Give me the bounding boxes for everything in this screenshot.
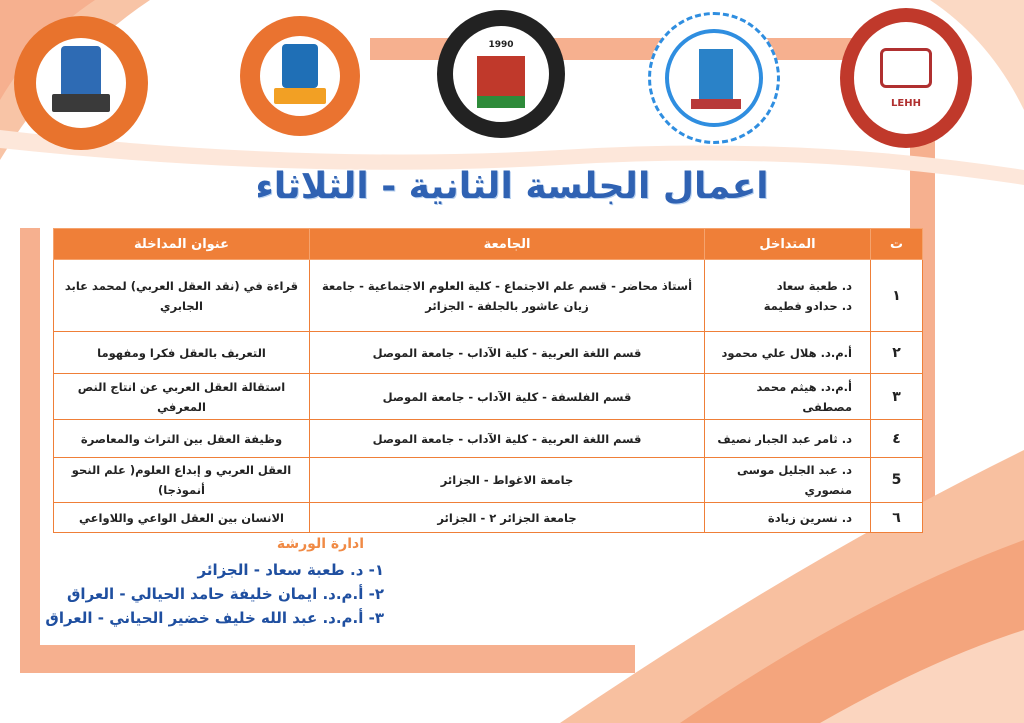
row-number: ٢: [871, 332, 923, 374]
management-member: ٢- أ.م.د. ايمان خليفة حامد الحيالي - العراق: [67, 585, 384, 603]
talk-topic: الانسان بين العقل الواعي واللاواعي: [54, 503, 310, 533]
table-row: [54, 332, 923, 374]
djelfa-logo-year: 1990: [488, 40, 514, 50]
table-row: [54, 260, 923, 332]
speaker-name: أ.م.د. هلال علي محمود: [705, 332, 871, 374]
talk-topic: قراءة في (نقد العقل العربي) لمحمد عابد الجابري: [54, 260, 310, 332]
management-heading: ادارة الورشة: [276, 536, 364, 552]
speaker-name: د. ثامر عبد الجبار نصيف: [705, 420, 871, 458]
talk-topic: التعريف بالعقل فكرا ومفهوما: [54, 332, 310, 374]
row-number: 5: [871, 458, 923, 503]
talk-topic: العقل العربي و إبداع العلوم( علم النحو أنموذجا): [54, 458, 310, 503]
speaker-name: أ.م.د. هيثم محمد مصطفى: [705, 374, 871, 420]
mosul-arts-college-logo: [240, 16, 360, 136]
row-number: ٤: [871, 420, 923, 458]
col-header-university: الجامعة: [310, 229, 705, 260]
speaker-university: قسم اللغة العربية - كلية الآداب - جامعة الموصل: [310, 420, 705, 458]
row-number: ١: [871, 260, 923, 332]
management-member: ٣- أ.م.د. عبد الله خليف خضير الحياني - العراق: [45, 609, 384, 627]
djelfa-university-logo: [437, 10, 565, 138]
table-row: [54, 503, 923, 533]
col-header-number: ت: [871, 229, 923, 260]
social-sciences-faculty-logo: [648, 12, 780, 144]
table-row: [54, 374, 923, 420]
table-header-row: [54, 229, 923, 260]
table-row: [54, 458, 923, 503]
speaker-name: د. عبد الجليل موسى منصوري: [705, 458, 871, 503]
workshop-management: [45, 536, 384, 630]
col-header-speaker: المتداخل: [705, 229, 871, 260]
historical-studies-lab-logo: [840, 8, 972, 148]
speaker-name: د. طعبة سعاد د. حدادو فطيمة: [705, 260, 871, 332]
talk-topic: وظيفة العقل بين التراث والمعاصرة: [54, 420, 310, 458]
speaker-university: قسم الفلسفة - كلية الآداب - جامعة الموصل: [310, 374, 705, 420]
speaker-name: د. نسرين زيادة: [705, 503, 871, 533]
table-row: [54, 420, 923, 458]
lab-logo-label: LEHH: [891, 98, 921, 109]
management-member: ١- د. طعبة سعاد - الجزائر: [197, 561, 384, 579]
speaker-university: قسم اللغة العربية - كلية الآداب - جامعة الموصل: [310, 332, 705, 374]
speaker-university: أستاذ محاضر - قسم علم الاجتماع - كلية العلوم الاجتماعية - جامعة زيان عاشور بالجلفة - الجزائر: [310, 260, 705, 332]
row-number: ٣: [871, 374, 923, 420]
talk-topic: استقالة العقل العربي عن انتاج النص المعرفي: [54, 374, 310, 420]
row-number: ٦: [871, 503, 923, 533]
col-header-topic: عنوان المداخلة: [54, 229, 310, 260]
mosul-university-logo: [14, 16, 148, 150]
speaker-university: جامعة الاغواط - الجزائر: [310, 458, 705, 503]
speaker-university: جامعة الجزائر ٢ - الجزائر: [310, 503, 705, 533]
page-title: اعمال الجلسة الثانية - الثلاثاء: [255, 166, 769, 207]
session-table: [53, 228, 922, 533]
